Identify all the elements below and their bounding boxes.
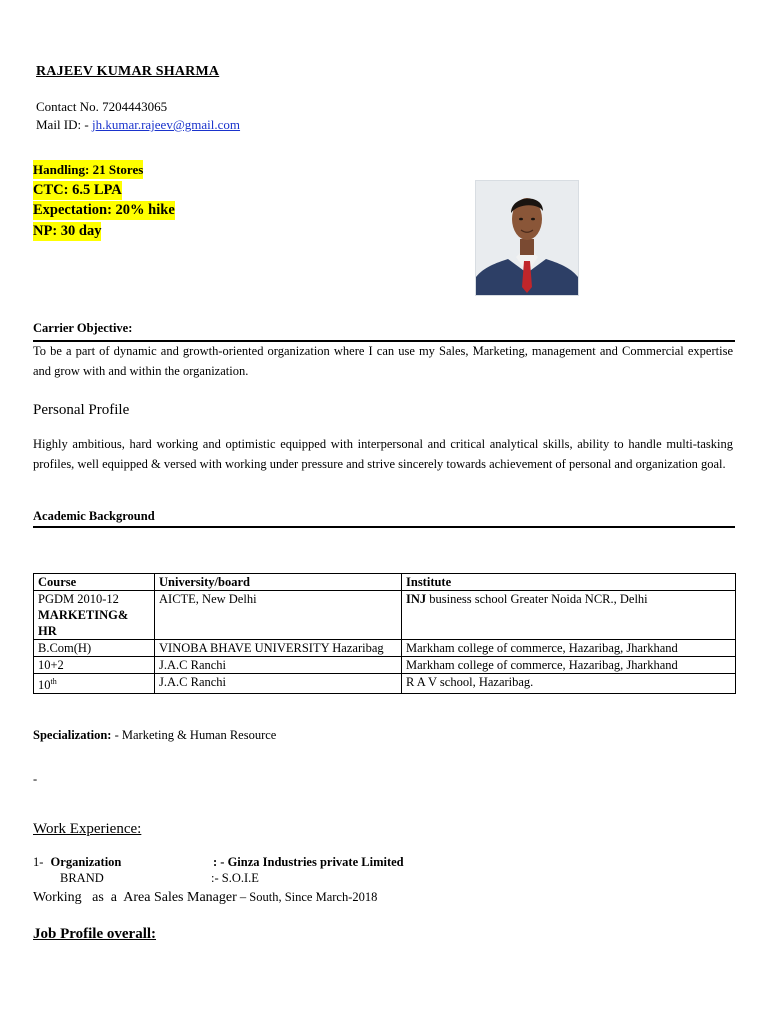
table-row (34, 640, 736, 657)
board-cell: AICTE, New Delhi (155, 591, 402, 640)
highlights-block (33, 160, 175, 242)
personal-profile-heading: Personal Profile (33, 402, 130, 418)
institute-cell (402, 591, 736, 640)
person-photo-icon (476, 181, 578, 295)
organization-label: Organization (50, 855, 122, 869)
job-profile-heading: Job Profile overall: (33, 926, 157, 942)
course-cell: 10+2 (34, 657, 155, 674)
col-board: University/board (155, 574, 402, 591)
course-text: 10 (38, 678, 51, 693)
work-experience-heading: Work Experience: (33, 821, 142, 837)
table-row (34, 591, 736, 640)
course-sup: th (50, 677, 57, 686)
working-line (33, 889, 377, 906)
institute-cell: R A V school, Hazaribag. (402, 674, 736, 694)
notice-period-highlight: NP: 30 day (33, 222, 102, 239)
profile-photo (475, 180, 579, 296)
brand-value: :- S.O.I.E (211, 871, 259, 885)
brand-label: BRAND (60, 871, 104, 885)
academic-table (33, 573, 736, 694)
institute-cell: Markham college of commerce, Hazaribag, Jharkhand (402, 640, 736, 657)
mail-label: Mail ID: - (36, 117, 92, 132)
ctc-highlight: CTC: 6.5 LPA (33, 181, 122, 198)
course-text: PGDM 2010-12 (38, 592, 119, 606)
personal-profile-text: Highly ambitious, hard working and optimistic equipped with interpersonal and critical analytical skills, ability to handle multi-tasking profiles, well equipped & versed with working under pressure and strive sincerely towards achievement of personal and organization goal. (33, 437, 733, 471)
board-cell: J.A.C Ranchi (155, 657, 402, 674)
specialization-value: - Marketing & Human Resource (111, 728, 277, 742)
institute-text: business school Greater Noida NCR., Delhi (426, 592, 648, 606)
expectation-highlight: Expectation: 20% hike (33, 202, 175, 218)
course-cell (34, 591, 155, 640)
col-course: Course (34, 574, 155, 591)
board-cell: J.A.C Ranchi (155, 674, 402, 694)
candidate-name: RAJEEV KUMAR SHARMA (36, 64, 220, 79)
email-link[interactable]: jh.kumar.rajeev@gmail.com (91, 117, 241, 132)
academic-divider (33, 526, 735, 528)
course-extra: MARKETING& HR (38, 608, 129, 638)
brand-row (60, 871, 710, 886)
table-header-row (34, 574, 736, 591)
specialization-line (33, 728, 276, 743)
contact-number: Contact No. 7204443065 (36, 99, 168, 114)
institute-bold: INJ (406, 592, 427, 606)
work-number: 1- (33, 855, 44, 869)
course-cell (34, 674, 155, 694)
col-institute: Institute (402, 574, 736, 591)
board-cell: VINOBA BHAVE UNIVERSITY Hazaribag (155, 640, 402, 657)
stray-dash: - (33, 772, 38, 786)
organization-row (33, 855, 733, 870)
working-role: Working as a Area Sales Manager (33, 890, 237, 905)
objective-heading: Carrier Objective: (33, 321, 133, 335)
working-region: – South, Since March-2018 (236, 890, 378, 904)
table-row (34, 674, 736, 694)
handling-highlight: Handling: 21 Stores (33, 162, 144, 177)
contact-block (36, 98, 240, 134)
institute-cell: Markham college of commerce, Hazaribag, Jharkhand (402, 657, 736, 674)
objective-text: To be a part of dynamic and growth-oriented organization where I can use my Sales, Marketing, management and Commercial expertise and grow with and within the organization. (33, 344, 733, 378)
specialization-label: Specialization: (33, 728, 112, 742)
academic-heading: Academic Background (33, 509, 155, 523)
mail-line (36, 116, 240, 134)
table-row (34, 657, 736, 674)
organization-value: : - Ginza Industries private Limited (213, 855, 404, 869)
course-cell: B.Com(H) (34, 640, 155, 657)
